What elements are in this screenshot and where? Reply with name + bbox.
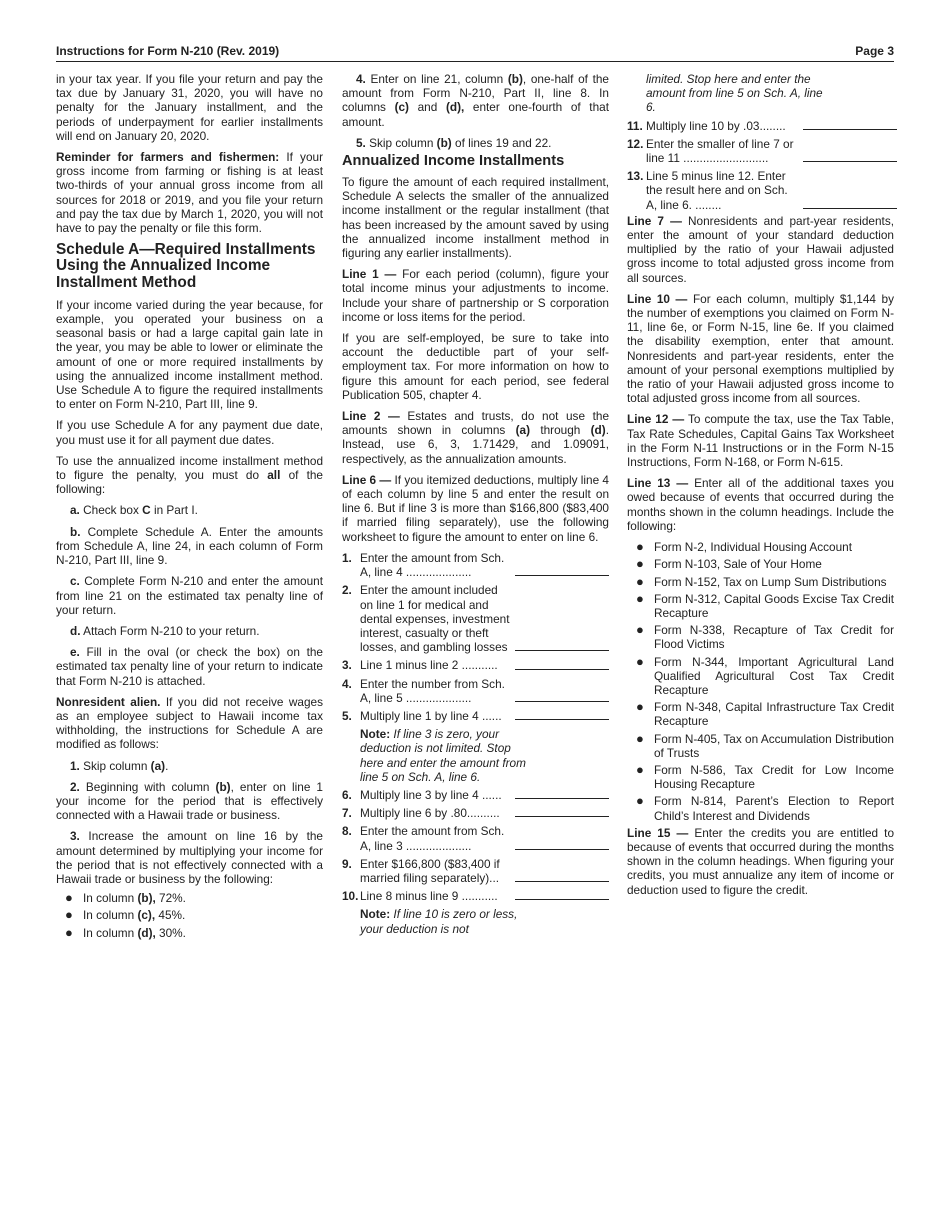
worksheet-line [342, 583, 609, 654]
paragraph [56, 454, 323, 497]
text: In column [83, 891, 138, 906]
step-label: b. [70, 524, 81, 539]
annualized-heading: Annualized Income Installments [342, 153, 565, 170]
step-label: 1. [70, 758, 80, 773]
nonresident-label: Nonresident alien. [56, 694, 161, 709]
bold-text: (b) [507, 72, 523, 86]
entry-line[interactable] [515, 881, 609, 882]
text: In column [83, 925, 138, 940]
step-c [56, 574, 323, 617]
line-13-paragraph [627, 476, 894, 533]
entry-line[interactable] [515, 669, 609, 670]
text: 45%. [155, 908, 186, 923]
text: Increase the amount on line 16 by the amount determined by multiplying your income for the period that is not effectively connected with a Hawaii trade or business by the following: [56, 829, 323, 886]
text: . Instead, use 6, 3, 1.71429, and 1.09091, respectively, as the annualization amounts. [342, 423, 609, 466]
entry-line[interactable] [515, 899, 609, 900]
step-label: 3. [70, 829, 80, 844]
note-text: If line 10 is zero or less, your deduction is not [360, 907, 518, 936]
worksheet-line-text: Enter the amount from Sch. A, line 4 .................... [360, 550, 505, 580]
worksheet-line [627, 137, 894, 165]
note-text: If line 3 is zero, your deduction is not limited. Stop here and enter the amount from line 5 on Sch. A, line 6. [360, 727, 526, 784]
text: through [530, 423, 591, 438]
list-item-text: Form N-312, Capital Goods Excise Tax Credit Recapture [654, 591, 894, 620]
reminder-paragraph [56, 150, 323, 235]
text: Nonresidents and part-year residents, enter the amount of your standard deduction multiplied by the ratio of your Hawaii adjusted gross income to total adjusted gross income from all sources. [627, 213, 894, 285]
line-label: Line 6 — [342, 472, 392, 487]
step-d [56, 624, 323, 638]
worksheet-line [342, 551, 609, 579]
worksheet-line-number: 11. [627, 118, 643, 133]
text: Complete Form N-210 and enter the amount from line 21 on the estimated tax penalty line of your return. [56, 574, 323, 617]
entry-line[interactable] [515, 701, 609, 702]
text: and [408, 100, 446, 115]
list-item [627, 732, 894, 760]
bold-text: (b) [436, 135, 452, 150]
line-7-paragraph [627, 214, 894, 285]
bullet-icon: ● [65, 924, 73, 940]
entry-line[interactable] [515, 719, 609, 720]
bullet-icon: ● [636, 761, 644, 777]
line-12-paragraph [627, 412, 894, 469]
worksheet-line-text: Enter the amount included on line 1 for medical and dental expenses, investment interest, casualty or theft losses, and gambling losses [360, 583, 510, 655]
worksheet-line-text: Enter the amount from Sch. A, line 3 .................... [360, 824, 505, 853]
bullet-icon: ● [65, 890, 73, 906]
entry-line[interactable] [803, 161, 897, 162]
nonresident-step-1 [56, 759, 323, 773]
step-label: e. [70, 645, 80, 660]
worksheet-line-text: Enter the number from Sch. A, line 5 .................... [360, 676, 505, 705]
list-item [627, 557, 894, 571]
entry-line[interactable] [515, 575, 609, 576]
bullet-icon: ● [636, 730, 644, 746]
list-item [56, 926, 323, 940]
entry-line[interactable] [515, 798, 609, 799]
text: of the following: [56, 468, 323, 497]
worksheet-line [342, 677, 609, 705]
worksheet-line-text: Line 8 minus line 9 ........... [360, 889, 498, 904]
step-label: 5. [356, 135, 366, 150]
worksheet-line-number: 6. [342, 787, 352, 802]
worksheet-line-number: 3. [342, 658, 352, 673]
worksheet-line-text: Line 1 minus line 2 ........... [360, 658, 498, 673]
list-item [627, 592, 894, 620]
worksheet-line-text: Line 5 minus line 12. Enter the result here and on Sch. A, line 6. ........ [646, 169, 788, 212]
text: If you itemized deductions, multiply line 4 of each column by line 5 and enter the result on line 6. But if line 3 is more than $166,800 ($83,400 if married filing separately), use the following worksheet to figure the amount to enter on line 6. [342, 472, 609, 544]
entry-line[interactable] [515, 650, 609, 651]
bullet-icon: ● [636, 793, 644, 809]
worksheet [342, 551, 609, 936]
worksheet-line-number: 13. [627, 169, 644, 184]
line-label: Line 1 — [342, 267, 397, 282]
list-item [627, 623, 894, 651]
bold-text: (c), [137, 908, 156, 923]
header-page-number: Page 3 [855, 44, 894, 58]
entry-line[interactable] [803, 208, 897, 209]
list-item [627, 700, 894, 728]
schedule-a-heading: Schedule A—Required Installments Using the Annualized Income Installment Method [56, 241, 316, 291]
list-item-text: Form N-814, Parent’s Election to Report Child’s Interest and Dividends [654, 794, 894, 823]
list-item-text: Form N-152, Tax on Lump Sum Distributions [654, 574, 887, 589]
paragraph: To figure the amount of each required installment, Schedule A selects the smaller of the annualized income installment or the regular installment (that has been increased by the amount saved by using the annualized income installment method in figuring any earlier installments). [342, 175, 609, 261]
text: Enter all of the additional taxes you owed because of events that occurred during the months shown in the column headings. Include the following: [627, 476, 894, 533]
worksheet-line [342, 788, 609, 802]
worksheet-note [342, 727, 532, 784]
worksheet-line-text: Multiply line 3 by line 4 ...... [360, 787, 502, 802]
bold-text: (c) [394, 100, 409, 115]
worksheet-line-number: 4. [342, 676, 352, 691]
paragraph: If your income varied during the year because, for example, you operated your business on a seasonal basis or had a large capital gain late in the year, you may be able to lower or eliminate the amount of one or more required installments by using the annualized income installment method. Use Schedule A to figure the required installments to enter on Form N-210, Part III, line 9. [56, 297, 323, 412]
line-10-paragraph [627, 292, 894, 406]
text: , one-half of the amount from Form N-210, Part II, line 8. In columns [342, 72, 609, 115]
text: To compute the tax, use the Tax Table, Tax Rate Schedules, Capital Gains Tax Worksheet in the Form N-11 Instructions or in the Form N-15 Instructions, Form N-168, or Form N-615. [627, 412, 894, 470]
bold-text: (a) [150, 758, 166, 773]
worksheet-line [342, 889, 609, 903]
step-b [56, 525, 323, 568]
step-e [56, 645, 323, 688]
worksheet-line [627, 119, 894, 133]
bullet-icon: ● [636, 622, 644, 638]
column-1 [56, 72, 323, 943]
text: To use the annualized income installment method to figure the penalty, you must do [56, 453, 323, 483]
worksheet-line [342, 709, 609, 723]
list-item [56, 908, 323, 922]
text: Skip column [79, 758, 151, 773]
paragraph: If you are self-employed, be sure to take into account the deductible part of your self-employment tax. For more information on how to figure this amount for each period, see federal Publication 505, chapter 4. [342, 331, 609, 402]
entry-line[interactable] [515, 849, 609, 850]
bullet-icon: ● [65, 907, 73, 923]
text: Skip column [365, 135, 437, 150]
worksheet-note-continued: limited. Stop here and enter the amount from line 5 on Sch. A, line 6. [646, 72, 823, 115]
text: For each column, multiply $1,144 by the number of exemptions you claimed on Form N-11, line 6e, or Form N-15, line 6e. If you claimed the disability exemption, enter that amount. Nonresidents and part-year residents, enter the amount of your personal exemptions multiplied by the ratio of your Hawaii adjusted gross income to total adjusted gross income from all sources. [627, 291, 894, 406]
bold-text: (a) [515, 423, 531, 438]
text: . [165, 758, 169, 773]
paragraph: in your tax year. If you file your return and pay the tax due by January 31, 2020, you will have no penalty for the January installment, and the periods of underpayment for earlier installments will end on January 20, 2020. [56, 72, 323, 143]
worksheet-line [342, 824, 609, 852]
line-label: Line 7 — [627, 213, 682, 228]
step-label: 4. [356, 72, 366, 86]
line-label: Line 10 — [627, 291, 688, 306]
bold-text: (b), [137, 891, 156, 906]
worksheet-line-text: Multiply line 10 by .03........ [646, 118, 786, 133]
note-label: Note: [360, 907, 391, 922]
text: If you did not receive wages as an employee subject to Hawaii income tax withholding, the instructions for Schedule A are modified as follows: [56, 694, 323, 752]
text: Fill in the oval (or check the box) on the estimated tax penalty line of your return to indicate that Form N-210 is attached. [56, 645, 323, 688]
line-15-paragraph [627, 826, 894, 897]
worksheet-line-number: 12. [627, 136, 644, 151]
bullet-icon: ● [636, 573, 644, 589]
column-2 [342, 72, 609, 940]
text: Enter the credits you are entitled to because of events that occurred during the months shown in the column headings. When figuring your credits, you must annualize any item of income or deduction used to figure the credit. [627, 825, 894, 897]
worksheet-line [342, 806, 609, 820]
worksheet-line-number: 5. [342, 708, 352, 723]
worksheet-line-number: 8. [342, 824, 352, 839]
entry-line[interactable] [515, 816, 609, 817]
bullet-icon: ● [636, 699, 644, 715]
line-label: Line 12 — [627, 412, 685, 427]
worksheet-line-number: 1. [342, 550, 352, 565]
list-item-text: Form N-586, Tax Credit for Low Income Housing Recapture [654, 762, 894, 792]
bold-text: (d) [590, 423, 606, 438]
list-item [627, 655, 894, 698]
nonresident-step-5 [342, 136, 609, 150]
nonresident-step-2 [56, 780, 323, 823]
nonresident-paragraph [56, 695, 323, 752]
line-label: Line 2 — [342, 409, 400, 424]
text: , enter on line 1 your income for the period that is effectively connected with a Hawaii trade or business. [56, 779, 323, 823]
list-item-text: Form N-344, Important Agricultural Land Qualified Agricultural Cost Tax Credit Recapture [654, 654, 894, 697]
worksheet-note [342, 907, 532, 935]
text: 72%. [155, 891, 186, 906]
worksheet-line-number: 10. [342, 889, 359, 904]
bold-text: C [142, 503, 151, 518]
text: Complete Schedule A. Enter the amounts from Schedule A, line 24, in each column of Form N-210, Part III, line 9. [56, 524, 323, 568]
worksheet-line-number: 9. [342, 856, 352, 871]
paragraph: If you use Schedule A for any payment due date, you must use it for all payment due dates. [56, 418, 323, 447]
list-item-text: Form N-338, Recapture of Tax Credit for Flood Victims [654, 623, 894, 652]
bold-text: all [267, 468, 281, 483]
worksheet-line [342, 658, 609, 672]
text: Attach Form N-210 to your return. [80, 623, 260, 638]
note-label: Note: [360, 727, 391, 742]
worksheet-line [342, 857, 609, 885]
column-3 [627, 72, 894, 904]
line-label: Line 13 — [627, 476, 689, 491]
bold-text: (d), [445, 100, 465, 115]
text: enter one-fourth of that amount. [342, 100, 609, 129]
bullet-icon: ● [636, 539, 644, 555]
worksheet-line-number: 7. [342, 806, 352, 821]
entry-line[interactable] [803, 129, 897, 130]
forms-list [627, 540, 894, 823]
list-item [627, 763, 894, 791]
list-item [56, 891, 323, 905]
step-label: a. [70, 503, 80, 518]
worksheet-line-number: 2. [342, 583, 352, 598]
list-item-text [83, 926, 323, 940]
line-label: Line 15 — [627, 825, 689, 840]
list-item-text: Form N-103, Sale of Your Home [654, 557, 822, 572]
reminder-label: Reminder for farmers and fishermen: [56, 150, 280, 165]
text: Check box [79, 503, 143, 518]
list-item-text: Form N-405, Tax on Accumulation Distribution of Trusts [654, 731, 894, 760]
list-item-text: Form N-348, Capital Infrastructure Tax Credit Recapture [654, 700, 894, 729]
text: Estates and trusts, do not use the amounts shown in columns [342, 409, 609, 438]
nonresident-step-3 [56, 829, 323, 886]
text: in Part I. [150, 503, 198, 518]
step-label: 2. [70, 779, 80, 794]
list-item-text [83, 908, 323, 922]
text: Enter on line 21, column [365, 72, 508, 86]
header-title: Instructions for Form N-210 (Rev. 2019) [56, 44, 280, 58]
reminder-text: If your gross income from farming or fishing is at least two-thirds of your annual gross income from all sources for 2018 or 2019, and you file your return and pay the tax due by March 1, 2020, you will not have to pay the penalty or file this form. [56, 150, 323, 236]
worksheet-line [627, 169, 894, 212]
step-label: d. [70, 623, 81, 638]
bullet-icon: ● [636, 590, 644, 606]
list-item-text: Form N-2, Individual Housing Account [654, 540, 853, 555]
list-item [627, 540, 894, 554]
worksheet-line-text: Multiply line 6 by .80.......... [360, 806, 500, 821]
text: For each period (column), figure your total income minus your adjustments to income. Include your share of partnership or S corporation income or loss items for the period. [342, 267, 609, 324]
page-header [56, 44, 894, 62]
list-item-text [83, 891, 323, 905]
worksheet-line-text: Enter the smaller of line 7 or line 11 .......................... [646, 136, 794, 166]
step-label: c. [70, 574, 80, 589]
list-item [627, 794, 894, 822]
bullet-icon: ● [636, 653, 644, 669]
text: of lines 19 and 22. [451, 135, 552, 150]
text: In column [83, 908, 138, 923]
list-item [627, 575, 894, 589]
line-1-paragraph [342, 267, 609, 324]
nonresident-step-4 [342, 72, 609, 129]
step-a [56, 503, 323, 517]
worksheet-line-text: Enter $166,800 ($83,400 if married filing separately)... [360, 856, 500, 885]
worksheet-line-text: Multiply line 1 by line 4 ...... [360, 708, 502, 723]
text: 30%. [155, 925, 186, 940]
bullet-icon: ● [636, 556, 644, 572]
bold-text: (d), [137, 925, 156, 940]
text: Beginning with column [79, 779, 216, 794]
line-2-paragraph [342, 409, 609, 466]
bold-text: (b) [215, 779, 231, 794]
line-6-paragraph [342, 473, 609, 544]
